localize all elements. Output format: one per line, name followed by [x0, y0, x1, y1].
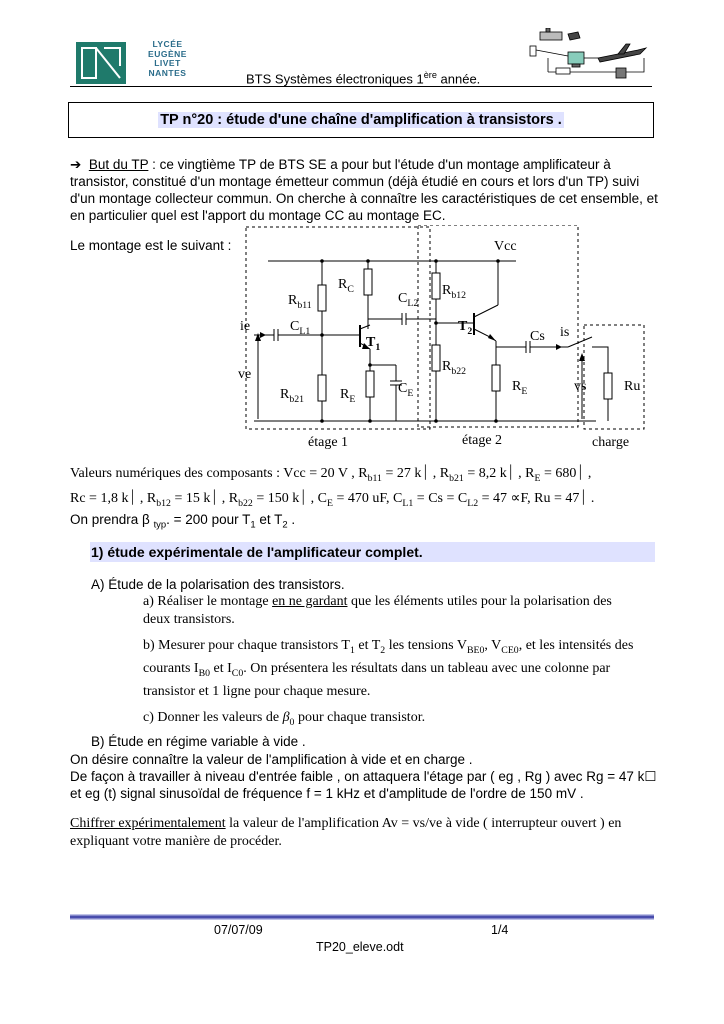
intro-paragraph	[70, 156, 670, 224]
re1-label: $R_E$	[340, 387, 356, 405]
part-a-line: transistor et 1 ligne pour chaque mesure.	[143, 683, 371, 699]
header-illustration	[528, 28, 658, 87]
ce-label: $C_E$	[398, 381, 414, 399]
doc-title: TP n°20 : étude d'une chaîne d'amplification à transistors .	[160, 112, 562, 128]
footer-page: 1/4	[491, 923, 509, 937]
part-a-body	[143, 593, 663, 731]
header-rule	[70, 86, 652, 87]
intro-line: transistor, constitué d'un montage émetteur commun (déjà étudié en cours et lors d'un TP) suivi	[70, 174, 640, 189]
circuit-schematic	[236, 225, 646, 457]
ie-label: ie	[240, 319, 251, 334]
intro-line: d'un montage collecteur commun. On cherche à connaître les caractéristiques de cet ensemble, et	[70, 191, 658, 206]
beta-line: On prendra β $_{typ}$. = 200 pour $T_1$ et $T_2$ .	[70, 512, 296, 531]
intro-line: : ce vingtième TP de BTS SE a pour but l'étude d'un montage amplificateur à	[148, 157, 611, 172]
vs-label: vs	[574, 379, 587, 394]
rb11-label: $R_{b11}$	[288, 293, 312, 311]
rb21-label: $R_{b21}$	[280, 387, 305, 405]
values-line-1: Valeurs numériques des composants : Vcc = 20 V , $R_{b11} = 27$ k⏐ , $R_{b21} = 8,2$ k⏐ , $R_E$ = 680⏐ ,	[70, 466, 592, 484]
cs-label: Cs	[530, 329, 545, 344]
part-b-line: et eg (t) signal sinusoïdal de fréquence f = 1 kHz et d'amplitude de l'ordre de 150 mV .	[70, 786, 584, 801]
part-a-line: deux transistors.	[143, 612, 235, 627]
component-values	[70, 464, 710, 514]
ru-label: Ru	[624, 379, 641, 394]
part-a-item-a: a) Réaliser le montage en ne gardant que les éléments utiles pour la polarisation des	[143, 594, 612, 609]
etage1-label: étage 1	[308, 435, 349, 450]
arrow-icon: ➔	[70, 157, 82, 172]
part-a-item-b: b) Mesurer pour chaque transistors $T_1$ et $T_2$ les tensions $V_{BE0}$, $V_{CE0}$, et les intensités des	[143, 638, 634, 656]
is-label: is	[560, 325, 570, 340]
part-b-line: On désire connaître la valeur de l'amplification à vide et en charge .	[70, 752, 473, 767]
logo-icon	[76, 42, 126, 84]
school-line: NANTES	[148, 67, 187, 78]
part-b-body	[70, 751, 710, 802]
footer-bar	[70, 914, 654, 920]
circuit-diagram	[236, 225, 646, 460]
vcc-label: Vcc	[494, 239, 517, 254]
school-name	[140, 40, 195, 78]
school-line: LYCÉE	[152, 39, 183, 49]
part-b-chiffrer: Chiffrer expérimentalement la valeur de l'amplification Av = vs/ve à vide ( interrupteur ouvert ) en expliquant votre manière de procéder.	[70, 815, 690, 851]
part-a-line: courants $I_{B0}$ et $I_{C0}$. On présentera les résultats dans un tableau avec une colonne par	[143, 660, 611, 679]
cl1-label: $C_{L1}$	[290, 319, 311, 337]
part-a-item-c: c) Donner les valeurs de $\beta_0$ pour chaque transistor.	[143, 709, 426, 728]
part-b-line: De façon à travailler à niveau d'entrée faible , on attaquera l'étage par ( eg , Rg ) avec Rg = 47 k☐	[70, 769, 657, 784]
cl2-label: $C_{L2}$	[398, 291, 419, 309]
footer-filename: TP20_eleve.odt	[316, 940, 404, 954]
part-a-title: A) Étude de la polarisation des transistors.	[91, 577, 345, 592]
intro-label: But du TP	[88, 157, 149, 172]
header-title: BTS Systèmes électroniques 1ère année.	[246, 70, 481, 87]
montage-label: Le montage est le suivant :	[70, 238, 232, 253]
part-b-line: expliquant votre manière de procéder.	[70, 834, 282, 849]
title-box	[68, 102, 654, 138]
school-line: EUGÈNE	[148, 48, 187, 59]
section-title: 1) étude expérimentale de l'amplificateur complet.	[91, 544, 423, 560]
intro-line: en particulier quel est l'apport du montage CC au montage EC.	[70, 208, 446, 223]
part-b-title: B) Étude en régime variable à vide .	[91, 734, 306, 749]
rb12-label: $R_{b12}$	[442, 283, 467, 301]
t2-label: $T_2$	[458, 319, 473, 337]
ve-label: ve	[238, 367, 252, 382]
charge-label: charge	[592, 435, 630, 450]
rb22-label: $R_{b22}$	[442, 359, 467, 377]
t1-label: $T_1$	[366, 335, 381, 353]
rc-label: $R_C$	[338, 277, 354, 295]
etage2-label: étage 2	[462, 433, 503, 448]
school-line: LIVET	[154, 58, 181, 68]
telecom-illustration-icon	[528, 28, 658, 84]
re2-label: $R_E$	[512, 379, 528, 397]
values-line-2: Rc = 1,8 k⏐ , $R_{b12} = 15$ k⏐ , $R_{b22} = 150$ k⏐ , $C_E = 470$ uF, $C_{L1} = Cs = C_{L2} = 47 \propto F$, Ru = 47⏐ .	[70, 490, 595, 509]
school-logo	[76, 42, 126, 84]
footer-date: 07/07/09	[214, 923, 263, 937]
